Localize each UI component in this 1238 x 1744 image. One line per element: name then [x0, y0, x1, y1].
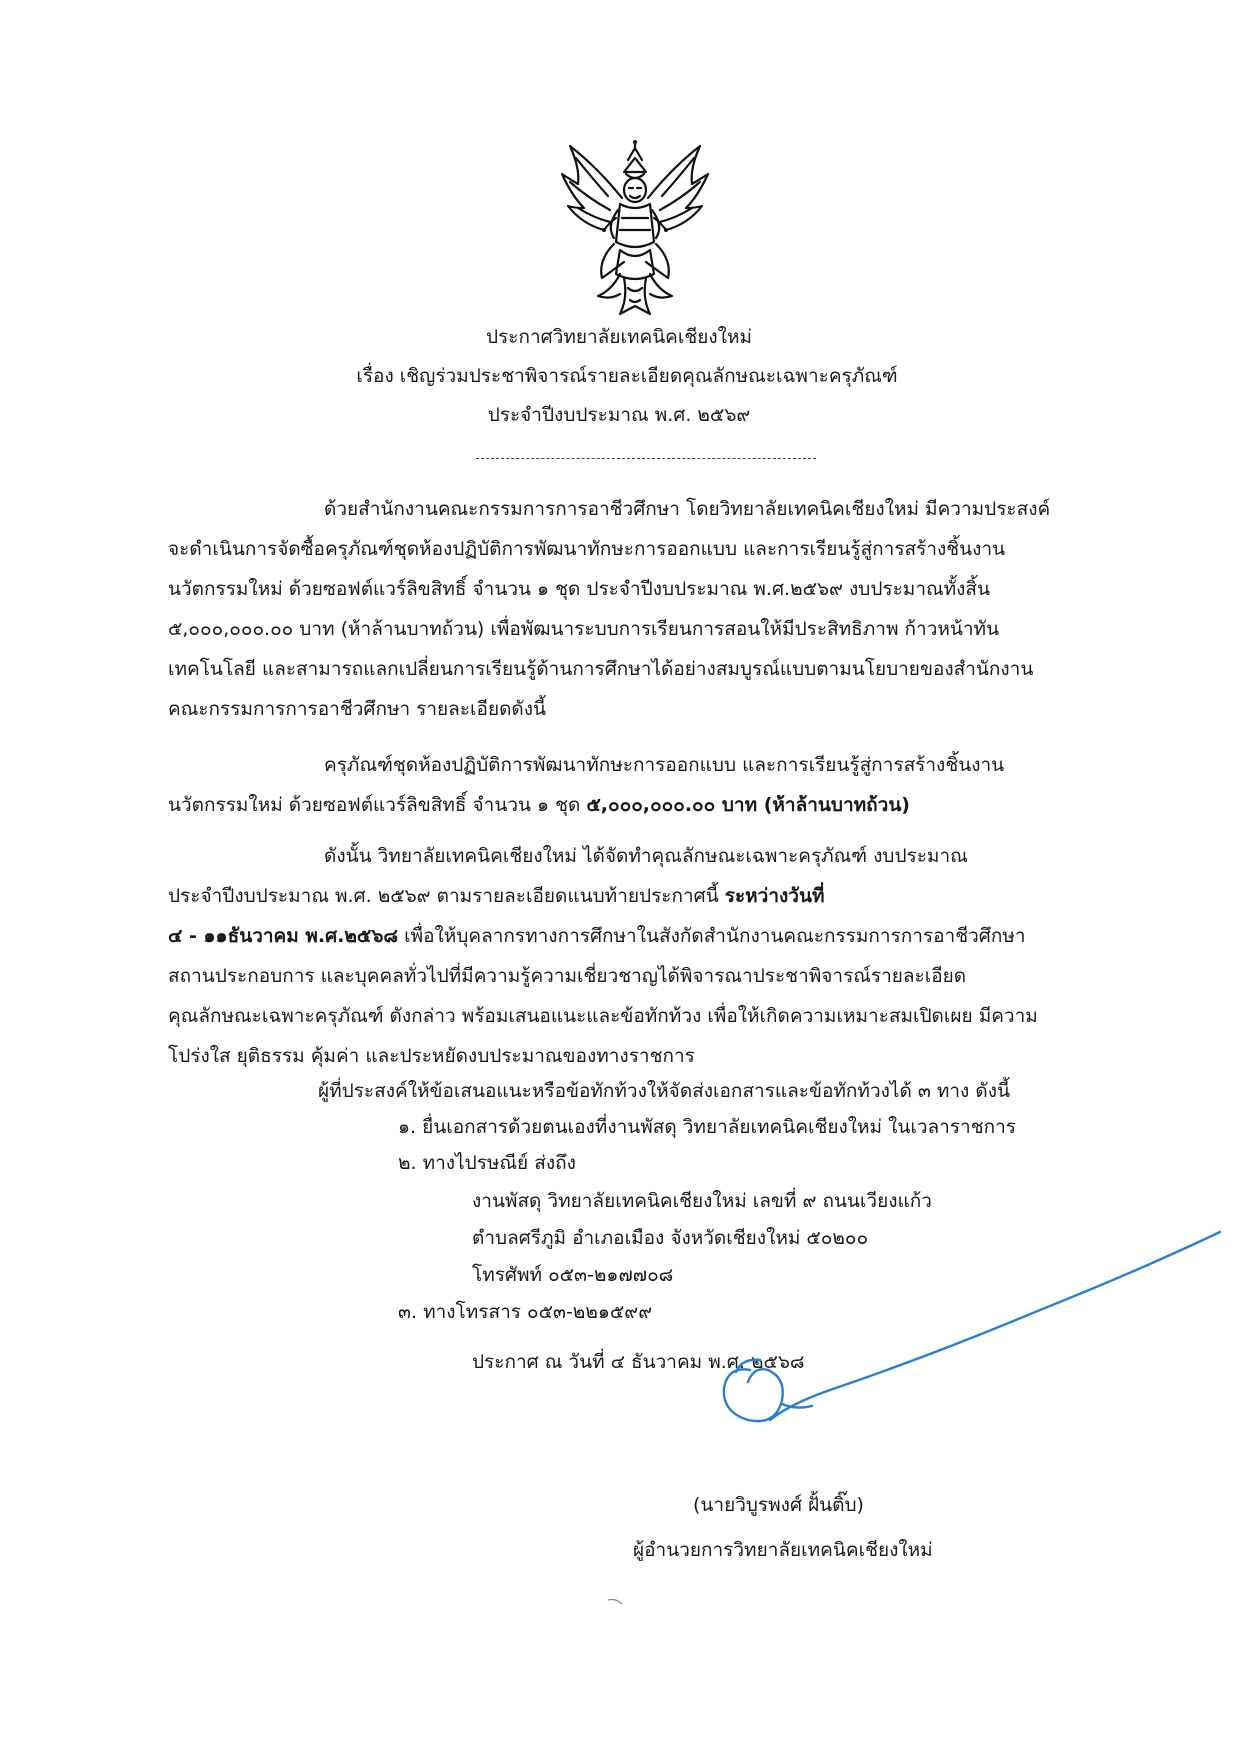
hearing-period-label: ระหว่างวันที่	[724, 885, 825, 907]
hearing-text: เพื่อให้บุคลากรทางการศึกษาในสังกัดสำนักงานคณะกรรมการการอาชีวศึกษา	[404, 925, 1026, 947]
divider	[476, 458, 816, 459]
text-line: ครุภัณฑ์ชุดห้องปฏิบัติการพัฒนาทักษะการออกแบบ และการเรียนรู้สู่การสร้างชิ้นงาน	[324, 754, 1005, 776]
signer-position: ผู้อำนวยการวิทยาลัยเทคนิคเชียงใหม่	[633, 1539, 933, 1561]
text-line: ด้วยสำนักงานคณะกรรมการการอาชีวศึกษา โดยวิทยาลัยเทคนิคเชียงใหม่ มีความประสงค์	[324, 498, 1051, 520]
garuda-emblem-icon	[558, 138, 713, 320]
text-line: คณะกรรมการการอาชีวศึกษา รายละเอียดดังนี้	[168, 698, 547, 720]
address-line: ตำบลศรีภูมิ อำเภอเมือง จังหวัดเชียงใหม่ ๕๐๒๐๐	[472, 1227, 869, 1249]
subject-line: เรื่อง เชิญร่วมประชาพิจารณ์รายละเอียดคุณลักษณะเฉพาะครุภัณฑ์	[356, 365, 898, 387]
channel-item: ๒. ทางไปรษณีย์ ส่งถึง	[398, 1152, 576, 1174]
ink-mark-icon	[606, 1596, 626, 1606]
channel-item: ๓. ทางโทรสาร ๐๕๓-๒๒๑๕๙๙	[398, 1301, 653, 1323]
address-line: งานพัสดุ วิทยาลัยเทคนิคเชียงใหม่ เลขที่ ๙ ถนนเวียงแก้ว	[472, 1190, 932, 1212]
signer-name: (นายวิบูรพงศ์ ฝั้นติ๊บ)	[693, 1494, 864, 1516]
text-line	[168, 876, 1112, 916]
text-line: สถานประกอบการ และบุคคลทั่วไปที่มีความรู้ความเชี่ยวชาญได้พิจารณาประชาพิจารณ์รายละเอียด	[168, 965, 967, 987]
channels-intro: ผู้ที่ประสงค์ให้ข้อเสนอแนะหรือข้อทักท้วงให้จัดส่งเอกสารและข้อทักท้วงได้ ๓ ทาง ดังนี้	[318, 1080, 1010, 1102]
text-line: จะดำเนินการจัดซื้อครุภัณฑ์ชุดห้องปฏิบัติการพัฒนาทักษะการออกแบบ และการเรียนรู้สู่การสร้างชิ้นงาน	[168, 538, 1006, 560]
hearing-paragraph	[168, 836, 1112, 1076]
phone-line: โทรศัพท์ ๐๕๓-๒๑๗๗๐๘	[472, 1264, 674, 1286]
item-description: นวัตกรรมใหม่ ด้วยซอฟต์แวร์ลิขสิทธิ์ จำนวน ๑ ชุด	[168, 794, 581, 816]
text-line	[168, 916, 1112, 956]
text-line: ๕,๐๐๐,๐๐๐.๐๐ บาท (ห้าล้านบาทถ้วน) เพื่อพัฒนาระบบการเรียนการสอนให้มีประสิทธิภาพ ก้าวหน้าทัน	[168, 618, 1000, 640]
announce-date: ประกาศ ณ วันที่ ๔ ธันวาคม พ.ศ. ๒๕๖๘	[472, 1351, 805, 1373]
fiscal-year-line: ประจำปีงบประมาณ พ.ศ. ๒๕๖๙	[487, 404, 751, 426]
hearing-text: ประจำปีงบประมาณ พ.ศ. ๒๕๖๙ ตามรายละเอียดแนบท้ายประกาศนี้	[168, 885, 719, 907]
announcement-title: ประกาศวิทยาลัยเทคนิคเชียงใหม่	[485, 326, 753, 348]
channel-item: ๑. ยื่นเอกสารด้วยตนเองที่งานพัสดุ วิทยาลัยเทคนิคเชียงใหม่ ในเวลาราชการ	[398, 1116, 1017, 1138]
text-line: โปร่งใส ยุติธรรม คุ้มค่า และประหยัดงบประมาณของทางราชการ	[168, 1045, 695, 1067]
text-line: ดังนั้น วิทยาลัยเทคนิคเชียงใหม่ ได้จัดทำคุณลักษณะเฉพาะครุภัณฑ์ งบประมาณ	[324, 845, 968, 867]
text-line	[168, 785, 1112, 825]
text-line: คุณลักษณะเฉพาะครุภัณฑ์ ดังกล่าว พร้อมเสนอแนะและข้อทักท้วง เพื่อให้เกิดความเหมาะสมเปิดเผย มีความ	[168, 1005, 1038, 1027]
text-line: เทคโนโลยี และสามารถแลกเปลี่ยนการเรียนรู้ด้านการศึกษาได้อย่างสมบูรณ์แบบตามนโยบายของสำนักงาน	[168, 658, 1034, 680]
text-line: นวัตกรรมใหม่ ด้วยซอฟต์แวร์ลิขสิทธิ์ จำนวน ๑ ชุด ประจำปีงบประมาณ พ.ศ.๒๕๖๙ งบประมาณทั้งสิ้น	[168, 578, 991, 600]
item-amount: ๕,๐๐๐,๐๐๐.๐๐ บาท (ห้าล้านบาทถ้วน)	[586, 794, 910, 816]
item-paragraph	[168, 745, 1112, 825]
intro-paragraph	[168, 489, 1112, 729]
hearing-period-dates: ๔ - ๑๑ธันวาคม พ.ศ.๒๕๖๘	[168, 925, 399, 947]
signature-icon	[600, 1120, 1238, 1440]
